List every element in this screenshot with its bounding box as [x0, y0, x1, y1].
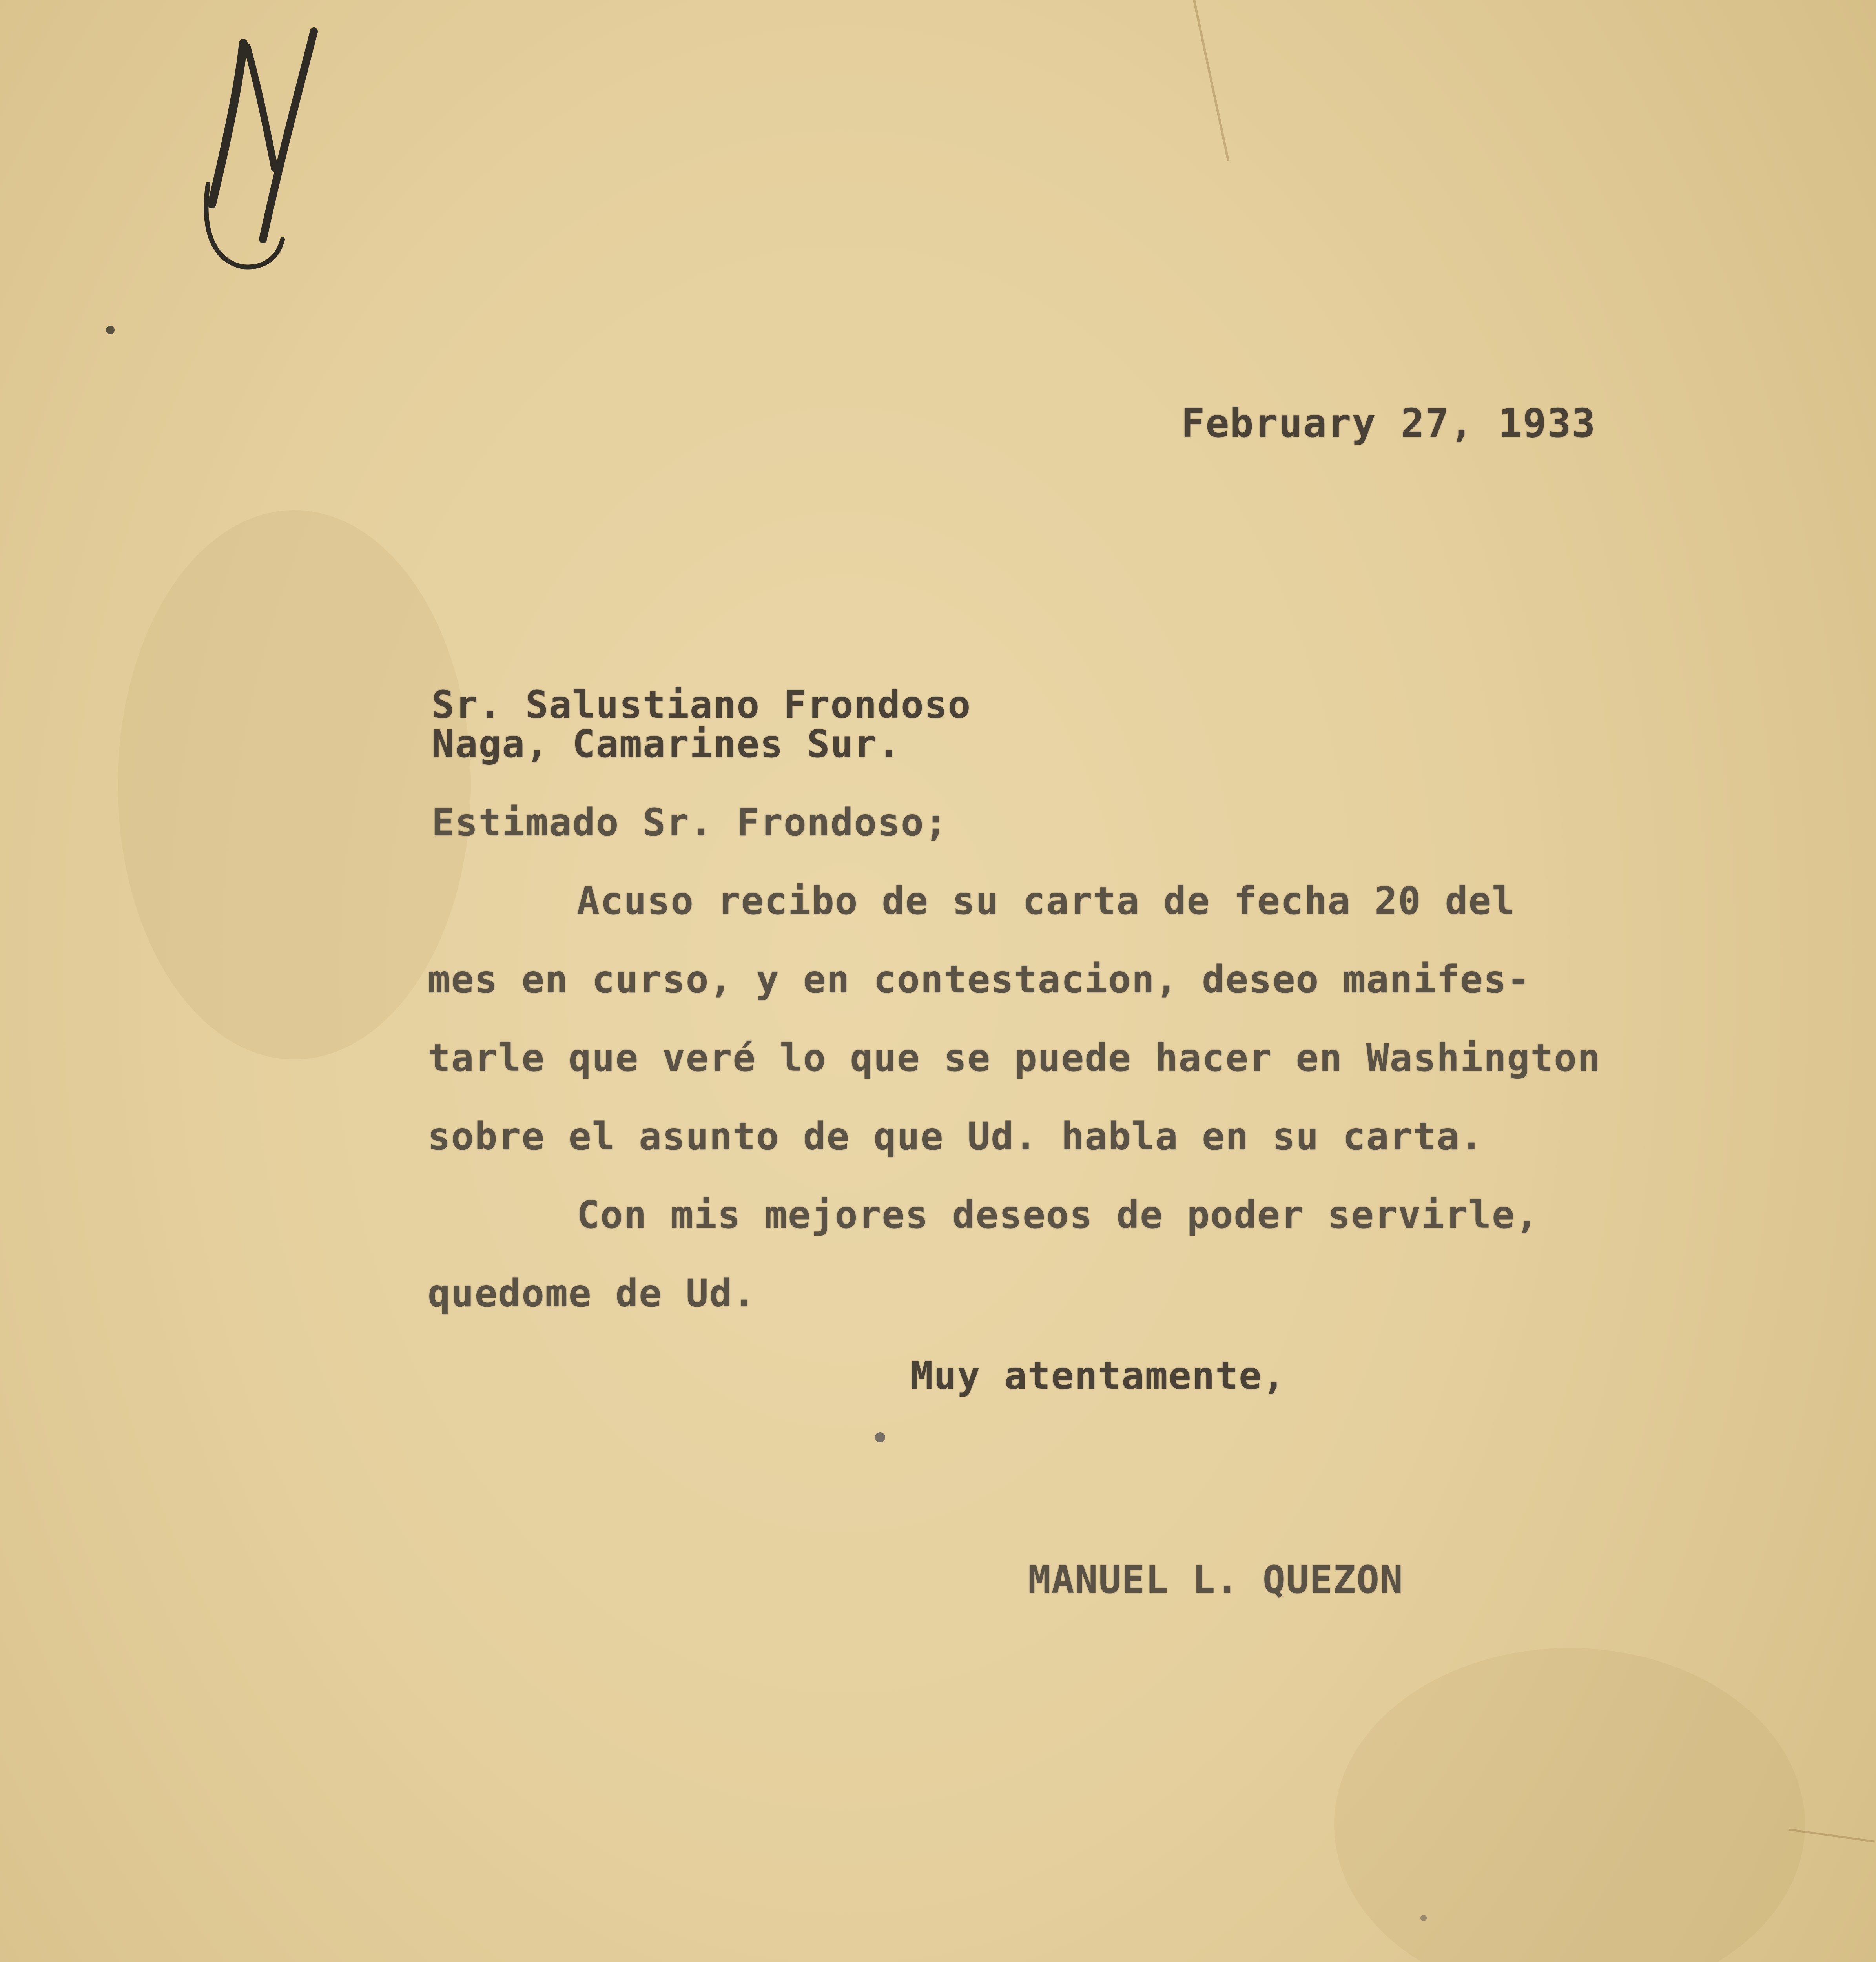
body-line: tarle que veré lo que se puede hacer en Washington [428, 1036, 1601, 1080]
letter-date: February 27, 1933 [1181, 400, 1596, 446]
closing: Muy atentamente, [910, 1354, 1286, 1398]
ink-speck [106, 326, 115, 334]
body-line: quedome de Ud. [428, 1271, 757, 1315]
signature-name: MANUEL L. QUEZON [1028, 1558, 1404, 1602]
paper-stain [118, 510, 471, 1059]
recipient-name: Sr. Salustiano Frondoso [432, 683, 972, 727]
recipient-address: Naga, Camarines Sur. [432, 722, 901, 766]
body-line: Acuso recibo de su carta de fecha 20 del [577, 879, 1515, 923]
paper-crease [1193, 0, 1229, 161]
body-line: mes en curso, y en contestacion, deseo manifes- [428, 957, 1531, 1001]
body-line: Con mis mejores deseos de poder servirle, [577, 1193, 1539, 1237]
salutation: Estimado Sr. Frondoso; [432, 800, 948, 844]
paper-stain [1334, 1648, 1805, 1962]
handwritten-n-mark-icon [184, 20, 341, 286]
ink-speck [875, 1432, 885, 1442]
ink-speck [1420, 1915, 1427, 1921]
body-line: sobre el asunto de que Ud. habla en su carta. [428, 1114, 1484, 1158]
